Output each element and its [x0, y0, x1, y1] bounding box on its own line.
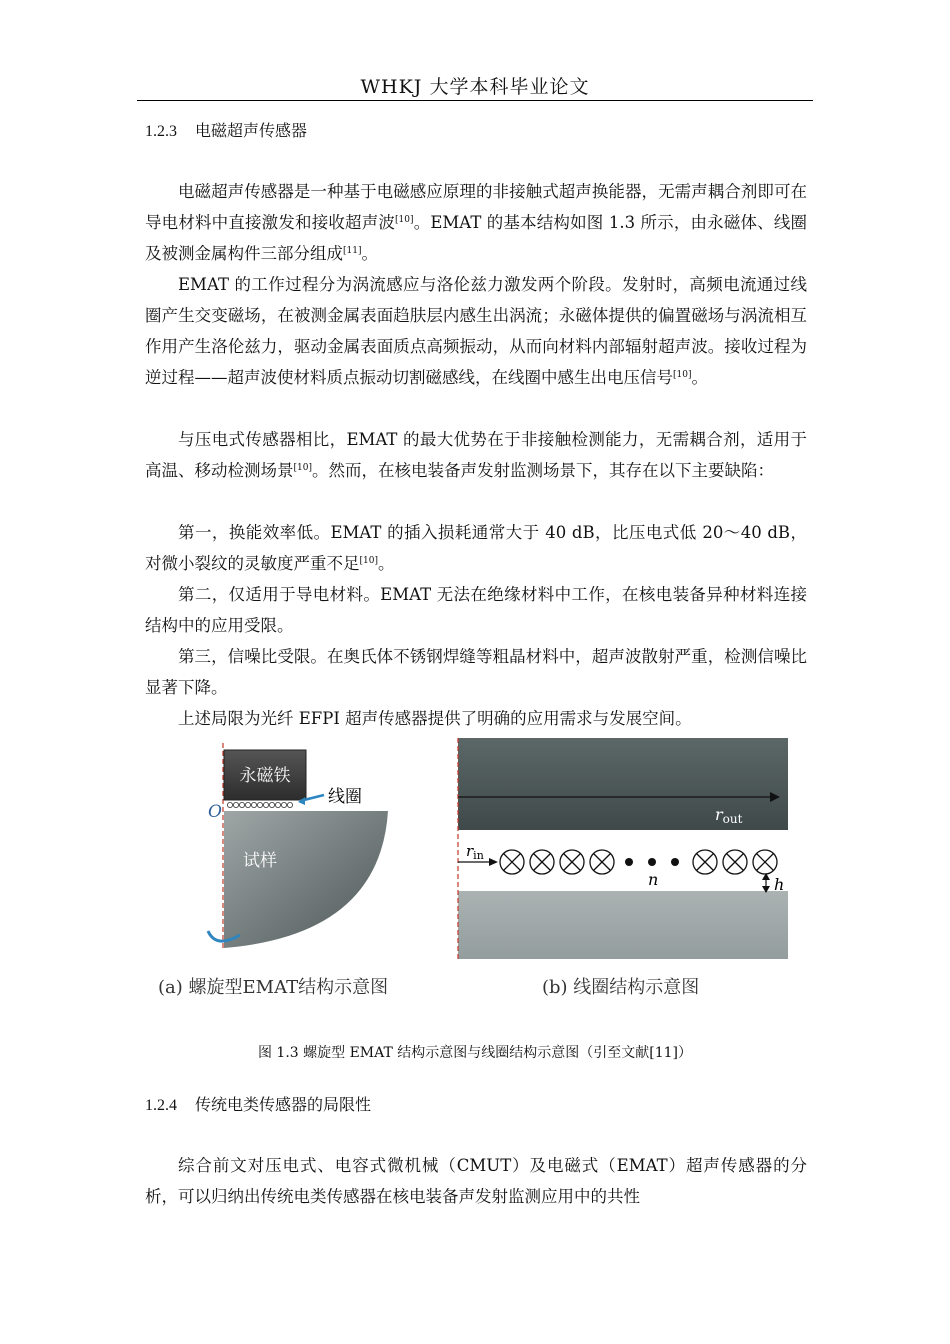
section-heading-1-2-3: [145, 118, 307, 141]
paragraph-emat-intro: 电磁超声传感器是一种基于电磁感应原理的非接触式超声换能器，无需声耦合剂即可在导电材料中直接激发和接收超声波[10]。EMAT 的基本结构如图 1.3 所示，由永磁体、线圈及被测金属构件三部分组成[11]。: [145, 182, 808, 263]
caption-a: (a) 螺旋型EMAT结构示意图: [158, 977, 389, 998]
header-rule: [137, 100, 813, 101]
coil-windings: [227, 802, 292, 807]
citation: [10]: [395, 215, 414, 225]
page-header: WHKJ 大学本科毕业论文: [360, 76, 590, 98]
origin-label: O: [208, 802, 222, 822]
sample-label: 试样: [243, 851, 277, 871]
figure-caption: 图 1.3 螺旋型 EMAT 结构示意图与线圈结构示意图（引至文献[11]）: [257, 1045, 693, 1061]
figure-1-3: [150, 735, 800, 1010]
coil-label: 线圈: [328, 787, 362, 807]
magnet-label: 永磁铁: [239, 766, 291, 786]
paragraph-defect-1: 第一，换能效率低。EMAT 的插入损耗通常大于 40 dB，比压电式低 20～40 dB，对微小裂纹的灵敏度严重不足[10]。: [145, 523, 807, 573]
section-number: 1.2.4: [145, 1097, 177, 1114]
paragraph-emat-advantages: 与压电式传感器相比，EMAT 的最大优势在于非接触检测能力，无需耦合剂，适用于高温、移动检测场景[10]。然而，在核电装备声发射监测场景下，其存在以下主要缺陷：: [145, 430, 807, 480]
panel-b-diagram: [458, 738, 788, 998]
section-number: 1.2.3: [145, 123, 177, 140]
r-in-label: $r_{in}$: [466, 842, 484, 862]
panel-a-diagram: [158, 743, 388, 998]
citation: [10]: [359, 556, 378, 566]
citation: [11]: [343, 246, 362, 256]
r-out-label: rout: [715, 805, 743, 826]
citation: [10]: [293, 463, 312, 473]
n-label: n: [648, 870, 659, 889]
citation: [10]: [673, 370, 692, 380]
paragraph-conclusion: 上述局限为光纤 EFPI 超声传感器提供了明确的应用需求与发展空间。: [178, 709, 692, 728]
section-title: 电磁超声传感器: [195, 121, 308, 140]
section-heading-1-2-4: [145, 1092, 371, 1115]
paragraph-summary: 综合前文对压电式、电容式微机械（CMUT）及电磁式（EMAT）超声传感器的分析，可以归纳出传统电类传感器在核电装备声发射监测应用中的共性: [145, 1156, 807, 1206]
h-label: h: [774, 875, 785, 894]
paragraph-defect-3: 第三，信噪比受限。在奥氏体不锈钢焊缝等粗晶材料中，超声波散射严重，检测信噪比显著下降。: [145, 647, 807, 697]
paragraph-emat-process: EMAT 的工作过程分为涡流感应与洛伦兹力激发两个阶段。发射时，高频电流通过线圈产生交变磁场，在被测金属表面趋肤层内感生出涡流；永磁体提供的偏置磁场与涡流相互作用产生洛伦兹力，驱动金属表面质点高频振动，从而向材料内部辐射超声波。接收过程为逆过程——超声波使材料质点振动切割磁感线，在线圈中感生出电压信号[10]。: [145, 275, 807, 387]
coil-cross-sections: [500, 850, 777, 874]
section-title: 传统电类传感器的局限性: [195, 1095, 372, 1114]
test-sample: [224, 811, 388, 948]
bottom-plate: [458, 891, 788, 959]
paragraph-defect-2: 第二，仅适用于导电材料。EMAT 无法在绝缘材料中工作，在核电装备异种材料连接结构中的应用受限。: [145, 585, 807, 635]
caption-b: (b) 线圈结构示意图: [542, 977, 700, 998]
